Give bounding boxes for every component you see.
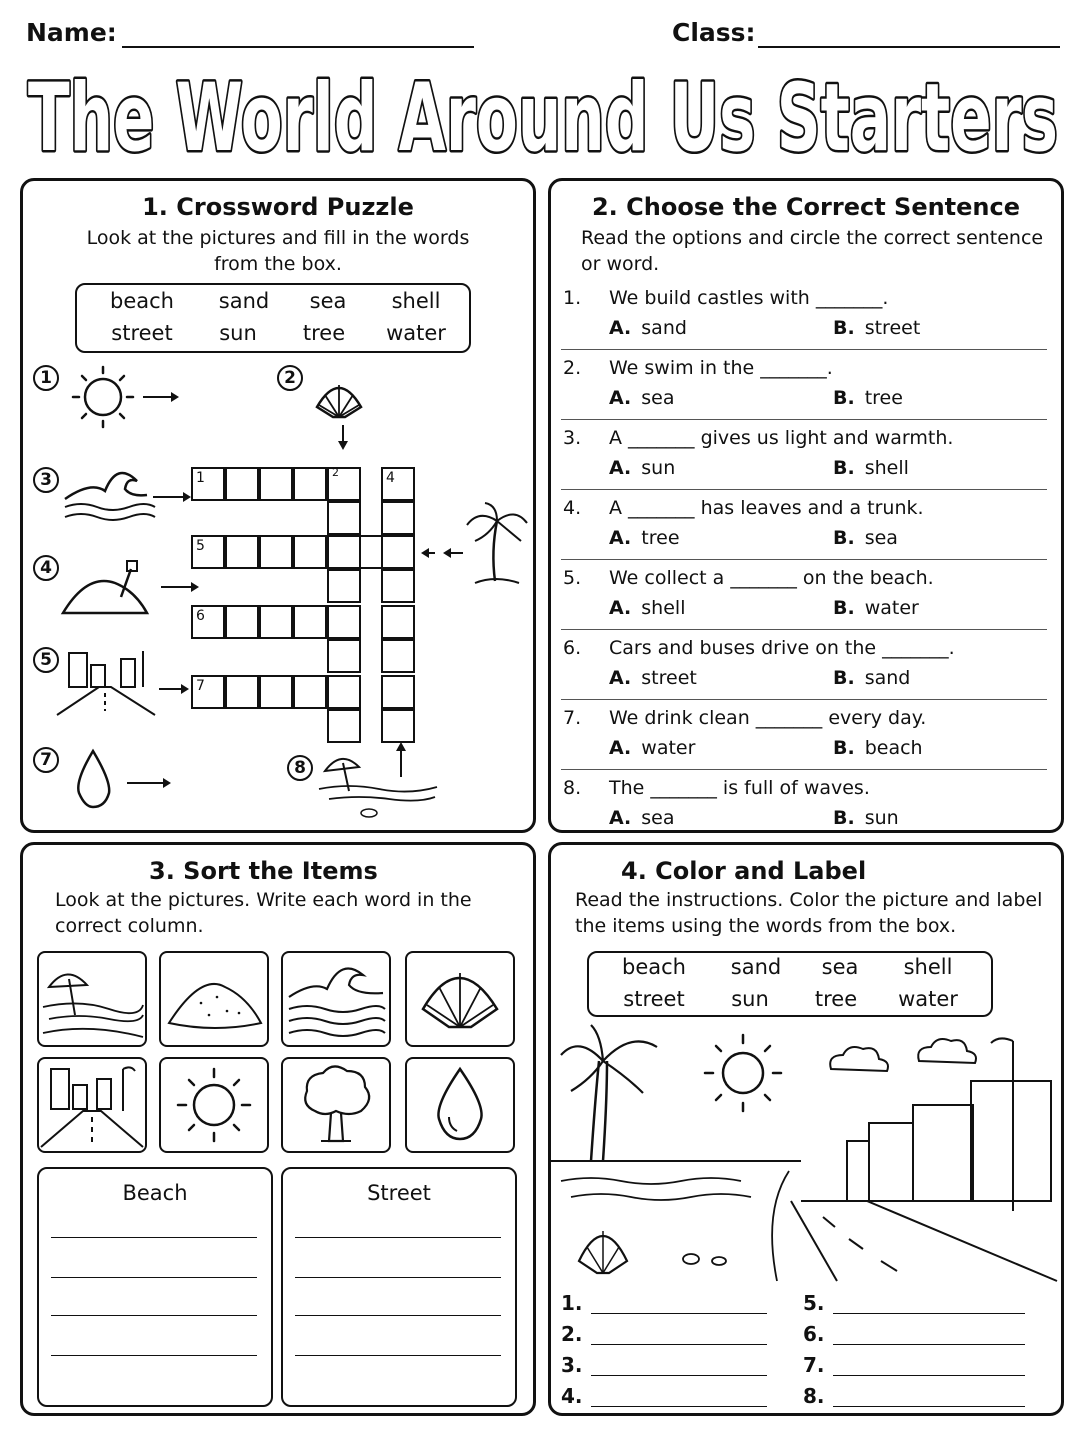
word-bank-item: sun xyxy=(219,321,257,345)
word-bank-item: sea xyxy=(309,289,347,313)
clue-number: 7 xyxy=(33,747,59,773)
word-bank-item: tree xyxy=(814,987,858,1011)
clue-number: 3 xyxy=(33,467,59,493)
tree-icon xyxy=(283,1059,389,1151)
name-label: Name: xyxy=(26,18,117,47)
crossword-cell[interactable] xyxy=(293,467,327,501)
word-bank-item: beach xyxy=(622,955,686,979)
word-bank xyxy=(587,951,993,1017)
question-item xyxy=(559,567,1049,627)
instruction-line: or word. xyxy=(581,253,660,275)
question-text: A _______ has leaves and a trunk. xyxy=(609,497,924,519)
option-text: sand xyxy=(864,667,911,689)
question-divider xyxy=(561,419,1047,420)
beach-icon xyxy=(319,741,439,821)
street-icon xyxy=(39,1059,145,1151)
option-letter: B. xyxy=(833,317,855,339)
wave-icon xyxy=(283,953,389,1045)
word-bank-item: street xyxy=(623,987,685,1011)
crossword-cell[interactable] xyxy=(327,709,361,743)
word-bank-item: sea xyxy=(821,955,859,979)
cell-number: 7 xyxy=(196,678,205,694)
beach-icon xyxy=(551,1161,801,1281)
question-item xyxy=(559,427,1049,487)
crossword-cell[interactable] xyxy=(225,605,259,639)
option-letter: B. xyxy=(833,527,855,549)
label-number: 5. xyxy=(803,1291,825,1315)
sun-icon xyxy=(67,359,197,439)
question-text: We build castles with _______. xyxy=(609,287,889,309)
word-bank-item: water xyxy=(898,987,958,1011)
sea-tile xyxy=(281,951,391,1047)
write-line[interactable] xyxy=(51,1355,257,1356)
crossword-cell[interactable] xyxy=(381,501,415,535)
label-number: 1. xyxy=(561,1291,583,1315)
cell-number: 1 xyxy=(196,470,205,486)
write-line[interactable] xyxy=(51,1277,257,1278)
question-item xyxy=(559,357,1049,417)
beach-icon xyxy=(39,953,145,1045)
cloud-icon xyxy=(830,1047,888,1071)
question-number: 5. xyxy=(563,567,582,589)
option-letter: A. xyxy=(609,667,632,689)
option-letter: B. xyxy=(833,387,855,409)
question-item xyxy=(559,707,1049,767)
sun-icon xyxy=(161,1059,267,1151)
question-item xyxy=(559,497,1049,557)
question-divider xyxy=(561,489,1047,490)
option-text: tree xyxy=(864,387,903,409)
crossword-cell[interactable] xyxy=(259,675,293,709)
option-b[interactable] xyxy=(833,597,919,619)
write-line[interactable] xyxy=(295,1355,501,1356)
question-item xyxy=(559,777,1049,837)
write-line[interactable] xyxy=(295,1315,501,1316)
beach-tile xyxy=(37,951,147,1047)
question-item xyxy=(559,287,1049,347)
crossword-cell[interactable] xyxy=(327,639,361,673)
option-text: beach xyxy=(864,737,923,759)
label-answer-line[interactable] xyxy=(591,1375,767,1376)
label-answer-line[interactable] xyxy=(591,1313,767,1314)
beach-column xyxy=(37,1167,273,1407)
label-number: 4. xyxy=(561,1384,583,1408)
word-bank-item: beach xyxy=(110,289,174,313)
choose-instructions xyxy=(581,225,1043,277)
crossword-cell[interactable] xyxy=(381,569,415,603)
word-bank-item: sun xyxy=(731,987,769,1011)
option-a[interactable] xyxy=(609,667,697,689)
option-text: water xyxy=(864,597,919,619)
cell-number: 5 xyxy=(196,538,205,554)
instruction-line: Look at the pictures and fill in the words xyxy=(86,227,470,249)
option-text: sand xyxy=(641,317,687,339)
option-text: sun xyxy=(864,807,899,829)
crossword-cell[interactable] xyxy=(225,675,259,709)
class-label: Class: xyxy=(672,18,756,47)
crossword-cell[interactable] xyxy=(259,535,293,569)
option-letter: B. xyxy=(833,737,855,759)
option-a[interactable] xyxy=(609,807,675,829)
sort-title: 3. Sort the Items xyxy=(149,857,378,885)
cell-number: 4 xyxy=(386,470,395,486)
shell-tile xyxy=(405,951,515,1047)
question-divider xyxy=(561,629,1047,630)
option-text: sea xyxy=(864,527,898,549)
instruction-line: Read the options and circle the correct sentence xyxy=(581,227,1044,249)
option-b[interactable] xyxy=(833,317,920,339)
option-text: sea xyxy=(641,807,675,829)
choose-panel xyxy=(548,178,1064,833)
instruction-line: the items using the words from the box. xyxy=(575,915,957,937)
write-line[interactable] xyxy=(51,1315,257,1316)
crossword-cell[interactable] xyxy=(327,605,361,639)
page-title xyxy=(18,58,1068,173)
color-panel xyxy=(548,842,1064,1416)
option-b[interactable] xyxy=(833,667,910,689)
crossword-cell[interactable] xyxy=(381,675,415,709)
wave-icon xyxy=(61,461,201,531)
crossword-cell[interactable] xyxy=(191,467,225,501)
word-bank xyxy=(75,283,471,353)
crossword-cell[interactable] xyxy=(381,639,415,673)
label-number: 6. xyxy=(803,1322,825,1346)
label-number: 2. xyxy=(561,1322,583,1346)
label-answer-line[interactable] xyxy=(591,1344,767,1345)
instruction-line: Look at the pictures. Write each word in the xyxy=(55,889,472,911)
color-instructions xyxy=(575,887,1042,939)
sort-panel xyxy=(20,842,536,1416)
crossword-instructions xyxy=(23,225,533,277)
question-divider xyxy=(561,769,1047,770)
question-text: A _______ gives us light and warmth. xyxy=(609,427,954,449)
word-bank-item: street xyxy=(111,321,173,345)
crossword-cell[interactable] xyxy=(327,569,361,603)
option-a[interactable] xyxy=(609,597,685,619)
sand-tile xyxy=(159,951,269,1047)
word-bank-item: sand xyxy=(218,289,270,313)
column-heading: Street xyxy=(367,1181,431,1205)
option-letter: B. xyxy=(833,597,855,619)
sort-instructions xyxy=(55,887,472,939)
option-letter: A. xyxy=(609,387,632,409)
sun-tile xyxy=(159,1057,269,1153)
shell-icon xyxy=(309,373,379,453)
page-title-text: The World Around Us Starters xyxy=(28,64,1058,173)
street-column xyxy=(281,1167,517,1407)
crossword-cell[interactable] xyxy=(327,675,361,709)
crossword-cell[interactable] xyxy=(327,535,361,569)
water-drop-icon xyxy=(71,747,201,811)
question-divider xyxy=(561,349,1047,350)
name-field[interactable] xyxy=(122,46,474,48)
instruction-line: from the box. xyxy=(214,253,342,275)
question-number: 4. xyxy=(563,497,582,519)
write-line[interactable] xyxy=(295,1277,501,1278)
option-a[interactable] xyxy=(609,737,695,759)
option-letter: B. xyxy=(833,667,855,689)
option-b[interactable] xyxy=(833,527,898,549)
option-text: street xyxy=(641,667,697,689)
instruction-line: Read the instructions. Color the picture and label xyxy=(575,889,1043,911)
coloring-scene xyxy=(551,1021,1061,1283)
shell-icon xyxy=(407,953,513,1045)
tree-tile xyxy=(281,1057,391,1153)
question-divider xyxy=(561,699,1047,700)
question-number: 7. xyxy=(563,707,582,729)
sun-icon xyxy=(705,1035,781,1111)
option-text: shell xyxy=(641,597,686,619)
clue-number: 2 xyxy=(277,365,303,391)
question-item xyxy=(559,637,1049,697)
crossword-title: 1. Crossword Puzzle xyxy=(142,193,414,221)
clue-number: 5 xyxy=(33,647,59,673)
shell-icon xyxy=(579,1231,627,1273)
crossword-cell[interactable] xyxy=(381,535,415,569)
crossword-cell[interactable] xyxy=(293,675,327,709)
question-divider xyxy=(561,559,1047,560)
street-icon xyxy=(791,1038,1057,1281)
option-a[interactable] xyxy=(609,457,675,479)
write-line[interactable] xyxy=(295,1237,501,1238)
option-text: sun xyxy=(641,457,676,479)
cell-number: 2 xyxy=(332,466,339,479)
crossword-cell[interactable] xyxy=(225,535,259,569)
crossword-cell[interactable] xyxy=(293,535,327,569)
clue-number: 8 xyxy=(287,755,313,781)
option-letter: B. xyxy=(833,807,855,829)
choose-title: 2. Choose the Correct Sentence xyxy=(591,193,1021,221)
cell-number: 6 xyxy=(196,608,205,624)
word-bank-item: sand xyxy=(730,955,782,979)
option-letter: B. xyxy=(833,457,855,479)
class-field[interactable] xyxy=(758,46,1060,48)
option-text: sea xyxy=(641,387,675,409)
option-letter: A. xyxy=(609,807,632,829)
crossword-cell[interactable] xyxy=(381,605,415,639)
option-text: street xyxy=(864,317,921,339)
question-text: We drink clean _______ every day. xyxy=(609,707,927,729)
option-letter: A. xyxy=(609,317,632,339)
option-letter: A. xyxy=(609,457,632,479)
street-tile xyxy=(37,1057,147,1153)
option-letter: A. xyxy=(609,597,632,619)
crossword-cell[interactable] xyxy=(259,605,293,639)
write-line[interactable] xyxy=(51,1237,257,1238)
label-answer-line[interactable] xyxy=(833,1313,1025,1314)
question-text: Cars and buses drive on the _______. xyxy=(609,637,955,659)
label-number: 8. xyxy=(803,1384,825,1408)
label-answer-line[interactable] xyxy=(833,1344,1025,1345)
label-answer-line[interactable] xyxy=(833,1406,1025,1407)
option-b[interactable] xyxy=(833,807,899,829)
crossword-cell[interactable] xyxy=(225,467,259,501)
question-text: The _______ is full of waves. xyxy=(609,777,870,799)
word-bank-item: tree xyxy=(302,321,346,345)
question-number: 3. xyxy=(563,427,582,449)
question-text: We swim in the _______. xyxy=(609,357,833,379)
crossword-cell[interactable] xyxy=(327,467,361,501)
question-number: 2. xyxy=(563,357,582,379)
crossword-cell[interactable] xyxy=(361,535,381,569)
option-text: water xyxy=(641,737,696,759)
sand-icon xyxy=(161,953,267,1045)
crossword-cell[interactable] xyxy=(381,467,415,501)
label-answer-line[interactable] xyxy=(833,1375,1025,1376)
crossword-cell[interactable] xyxy=(191,605,225,639)
label-number: 3. xyxy=(561,1353,583,1377)
crossword-cell[interactable] xyxy=(191,535,225,569)
crossword-cell[interactable] xyxy=(293,605,327,639)
option-b[interactable] xyxy=(833,387,903,409)
question-number: 8. xyxy=(563,777,582,799)
word-bank-item: shell xyxy=(903,955,953,979)
crossword-cell[interactable] xyxy=(327,501,361,535)
option-b[interactable] xyxy=(833,737,923,759)
clue-number: 4 xyxy=(33,555,59,581)
option-text: shell xyxy=(864,457,909,479)
cloud-icon xyxy=(918,1039,976,1063)
palm-tree-icon xyxy=(419,501,529,591)
option-text: tree xyxy=(641,527,680,549)
label-answer-line[interactable] xyxy=(591,1406,767,1407)
column-heading: Beach xyxy=(122,1181,188,1205)
crossword-cell[interactable] xyxy=(259,467,293,501)
water-tile xyxy=(405,1057,515,1153)
water-drop-icon xyxy=(407,1059,513,1151)
question-number: 6. xyxy=(563,637,582,659)
instruction-line: correct column. xyxy=(55,915,204,937)
sand-icon xyxy=(57,557,207,627)
crossword-panel xyxy=(20,178,536,833)
palm-tree-icon xyxy=(561,1025,657,1161)
option-a[interactable] xyxy=(609,527,680,549)
option-letter: A. xyxy=(609,527,632,549)
option-a[interactable] xyxy=(609,317,687,339)
option-a[interactable] xyxy=(609,387,675,409)
option-letter: A. xyxy=(609,737,632,759)
crossword-cell[interactable] xyxy=(191,675,225,709)
label-number: 7. xyxy=(803,1353,825,1377)
question-number: 1. xyxy=(563,287,582,309)
clue-number: 1 xyxy=(33,365,59,391)
color-title: 4. Color and Label xyxy=(621,857,867,885)
option-b[interactable] xyxy=(833,457,909,479)
word-bank-item: shell xyxy=(391,289,441,313)
word-bank-item: water xyxy=(386,321,446,345)
crossword-cell[interactable] xyxy=(381,709,415,743)
question-text: We collect a _______ on the beach. xyxy=(609,567,934,589)
